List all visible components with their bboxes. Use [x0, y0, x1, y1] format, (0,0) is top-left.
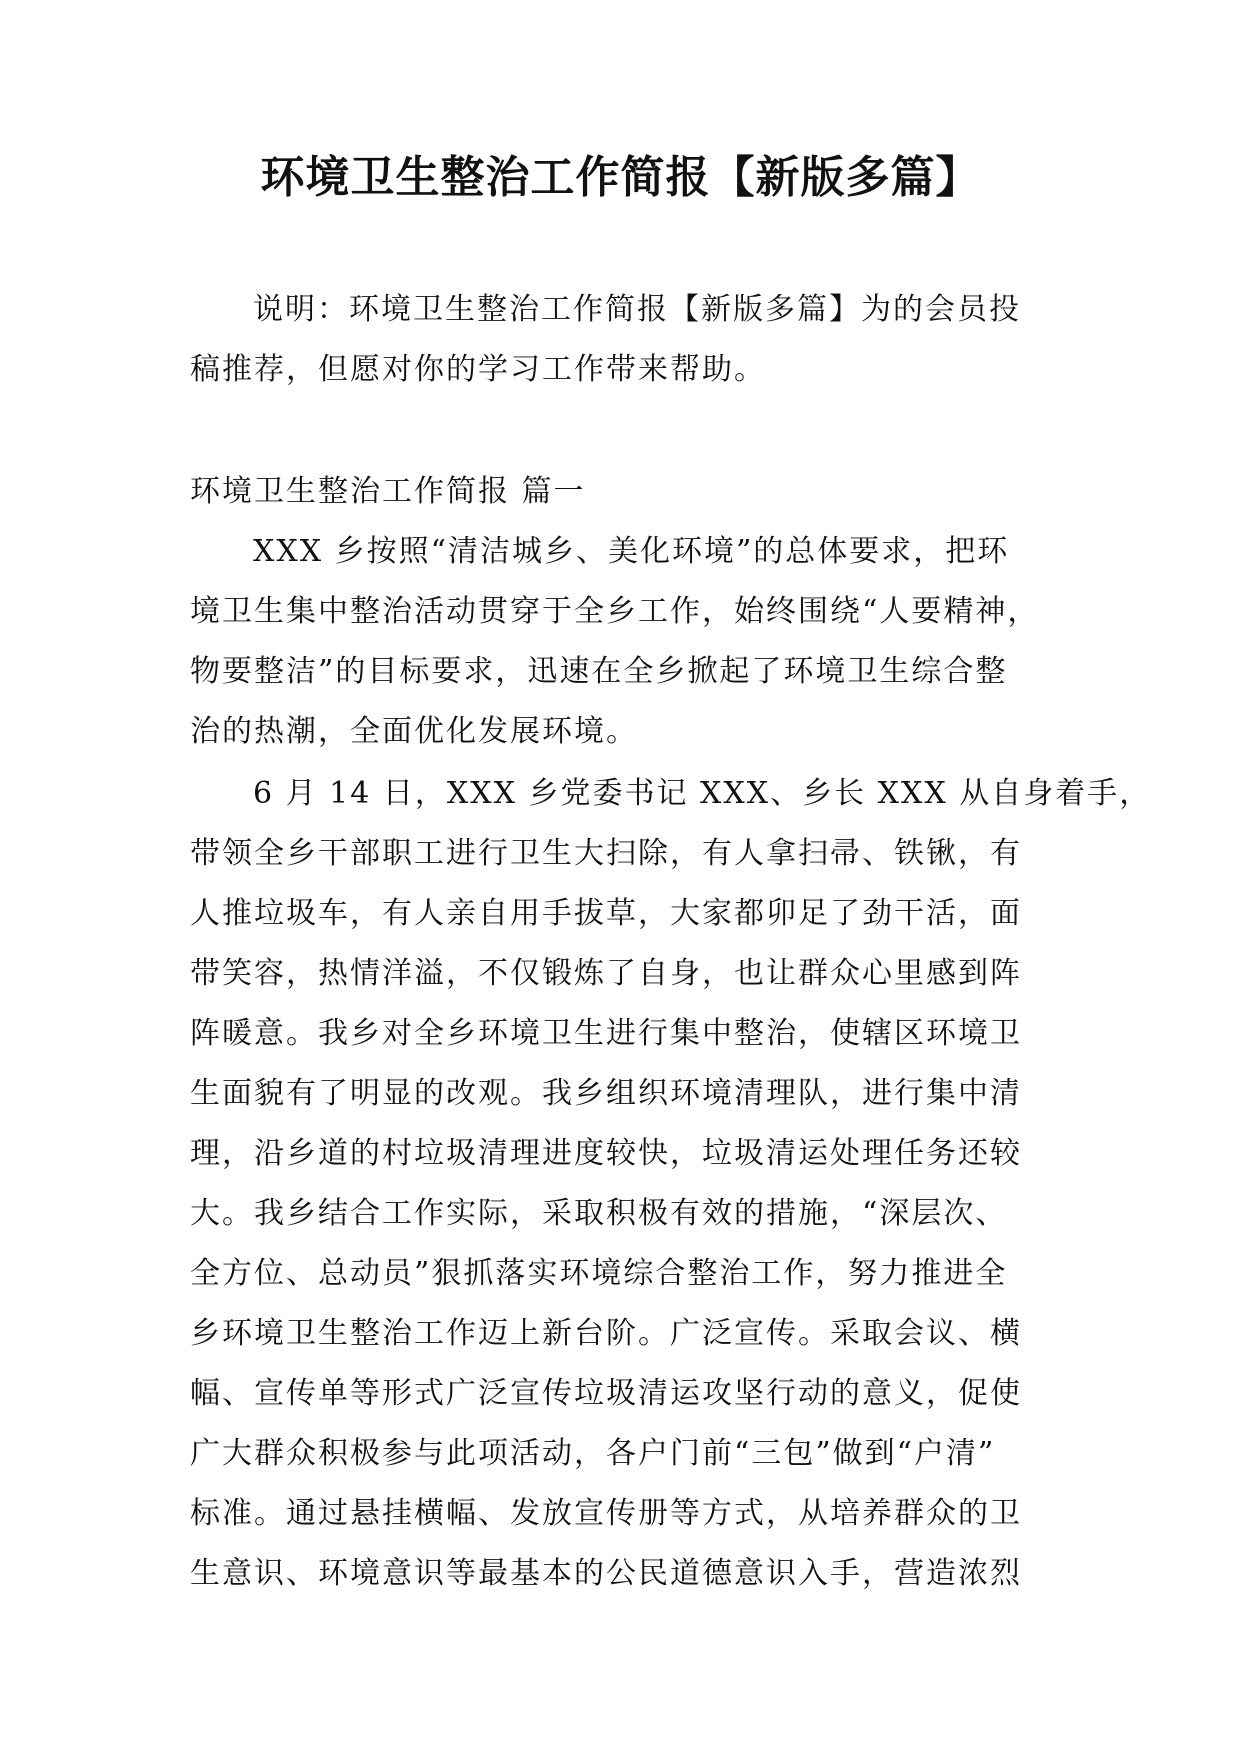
paragraph-line: 治的热潮，全面优化发展环境。 [190, 714, 638, 749]
paragraph-1 [190, 522, 1060, 762]
paragraph-line: 乡环境卫生整治工作迈上新台阶。广泛宣传。采取会议、横 [190, 1316, 1022, 1351]
paragraph-line: 6 月 14 日，XXX 乡党委书记 XXX、乡长 XXX 从自身着手， [253, 776, 1152, 811]
intro-line: 说明：环境卫生整治工作简报【新版多篇】为的会员投 [253, 292, 1021, 327]
paragraph-line: 理，沿乡道的村垃圾清理进度较快，垃圾清运处理任务还较 [190, 1136, 1022, 1171]
paragraph-line: 标准。通过悬挂横幅、发放宣传册等方式，从培养群众的卫 [190, 1496, 1022, 1531]
paragraph-line: 广大群众积极参与此项活动，各户门前“三包”做到“户清” [190, 1436, 996, 1471]
paragraph-line: 物要整洁”的目标要求，迅速在全乡掀起了环境卫生综合整 [190, 654, 1008, 689]
paragraph-line: 境卫生集中整治活动贯穿于全乡工作，始终围绕“人要精神， [190, 594, 1040, 629]
paragraph-line: 生意识、环境意识等最基本的公民道德意识入手，营造浓烈 [190, 1556, 1022, 1591]
paragraph-line: 全方位、总动员”狠抓落实环境综合整治工作，努力推进全 [190, 1256, 1008, 1291]
paragraph-line: 带笑容，热情洋溢，不仅锻炼了自身，也让群众心里感到阵 [190, 956, 1022, 991]
paragraph-line: 阵暖意。我乡对全乡环境卫生进行集中整治，使辖区环境卫 [190, 1016, 1022, 1051]
paragraph-line: XXX 乡按照“清洁城乡、美化环境”的总体要求，把环 [253, 534, 1010, 569]
paragraph-line: 人推垃圾车，有人亲自用手拔草，大家都卯足了劲干活，面 [190, 896, 1022, 931]
paragraph-line: 带领全乡干部职工进行卫生大扫除，有人拿扫帚、铁锹，有 [190, 836, 1022, 871]
intro-paragraph [190, 280, 1060, 400]
document-title: 环境卫生整治工作简报【新版多篇】 [260, 152, 981, 203]
paragraph-line: 大。我乡结合工作实际，采取积极有效的措施，“深层次、 [190, 1196, 1008, 1231]
paragraph-2 [190, 764, 1152, 1604]
paragraph-line: 幅、宣传单等形式广泛宣传垃圾清运攻坚行动的意义，促使 [190, 1376, 1022, 1411]
paragraph-line: 生面貌有了明显的改观。我乡组织环境清理队，进行集中清 [190, 1076, 1022, 1111]
section-heading: 环境卫生整治工作简报 篇一 [190, 474, 586, 509]
intro-line: 稿推荐，但愿对你的学习工作带来帮助。 [190, 352, 766, 387]
